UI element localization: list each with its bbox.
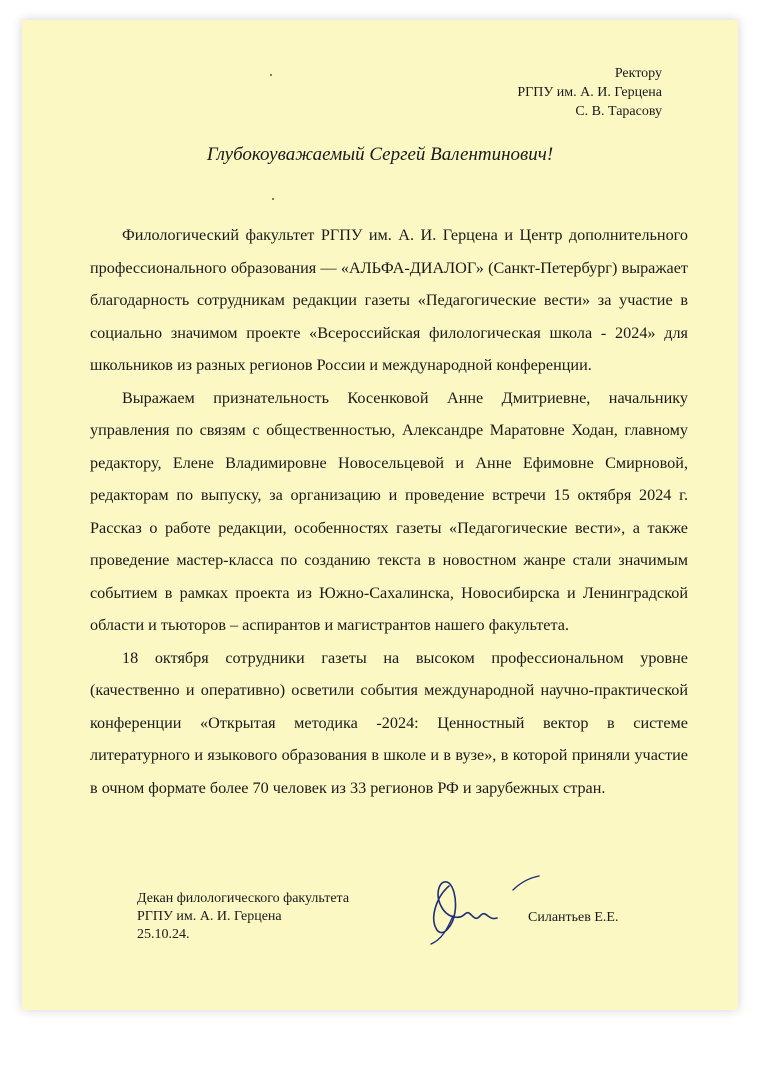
signer-name: Силантьев Е.Е.: [528, 910, 619, 925]
paragraph-2: Выражаем признательность Косенковой Анне Дмитриевне, начальнику управления по связям с общественностью, Александре Маратовне Ходан, главному редактору, Елене Владимировне Новосельцевой и Анне Ефимовне Смирновой, редакторам по выпуску, за организацию и проведение встречи 15 октября 2024 г. Рассказ о работе редакции, особенностях газеты «Педагогические вести», а также проведение мастер-класса по созданию текста в новостном жанре стали значимым событием в рамках проекта из Южно-Сахалинска, Новосибирска и Ленинградской области и тьюторов – аспирантов и магистрантов нашего факультета.: [90, 388, 688, 634]
paper-speck: [270, 74, 272, 76]
letter-sheet: [22, 20, 738, 1010]
letter-body: [90, 219, 688, 804]
letter-date: 25.10.24.: [137, 927, 190, 942]
salutation: Глубокоуважаемый Сергей Валентинович!: [206, 144, 554, 165]
signer-organization: РГПУ им. А. И. Герцена: [137, 909, 282, 924]
signer-block: [137, 890, 349, 944]
addressee-name: С. В. Тарасову: [575, 104, 662, 119]
paper-speck: [272, 198, 274, 200]
addressee-title: Ректору: [614, 66, 662, 81]
addressee-organization: РГПУ им. А. И. Герцена: [517, 85, 662, 100]
paragraph-3: 18 октября сотрудники газеты на высоком профессиональном уровне (качественно и оперативно) осветили события международной научно-практической конференции «Открытая методика -2024: Ценностный вектор в системе литературного и языкового образования в школе и в вузе», в которой приняли участие в очном формате более 70 человек из 33 регионов РФ и зарубежных стран.: [90, 648, 688, 797]
paragraph-1: Филологический факультет РГПУ им. А. И. Герцена и Центр дополнительного профессионального образования — «АЛЬФА-ДИАЛОГ» (Санкт-Петербург) выражает благодарность сотрудникам редакции газеты «Педагогические вести» за участие в социально значимом проекте «Всероссийская филологическая школа - 2024» для школьников из разных регионов России и международной конференции.: [90, 226, 688, 374]
addressee-block: [517, 64, 662, 121]
handwritten-signature: [417, 868, 552, 948]
signer-position: Декан филологического факультета: [137, 891, 350, 906]
